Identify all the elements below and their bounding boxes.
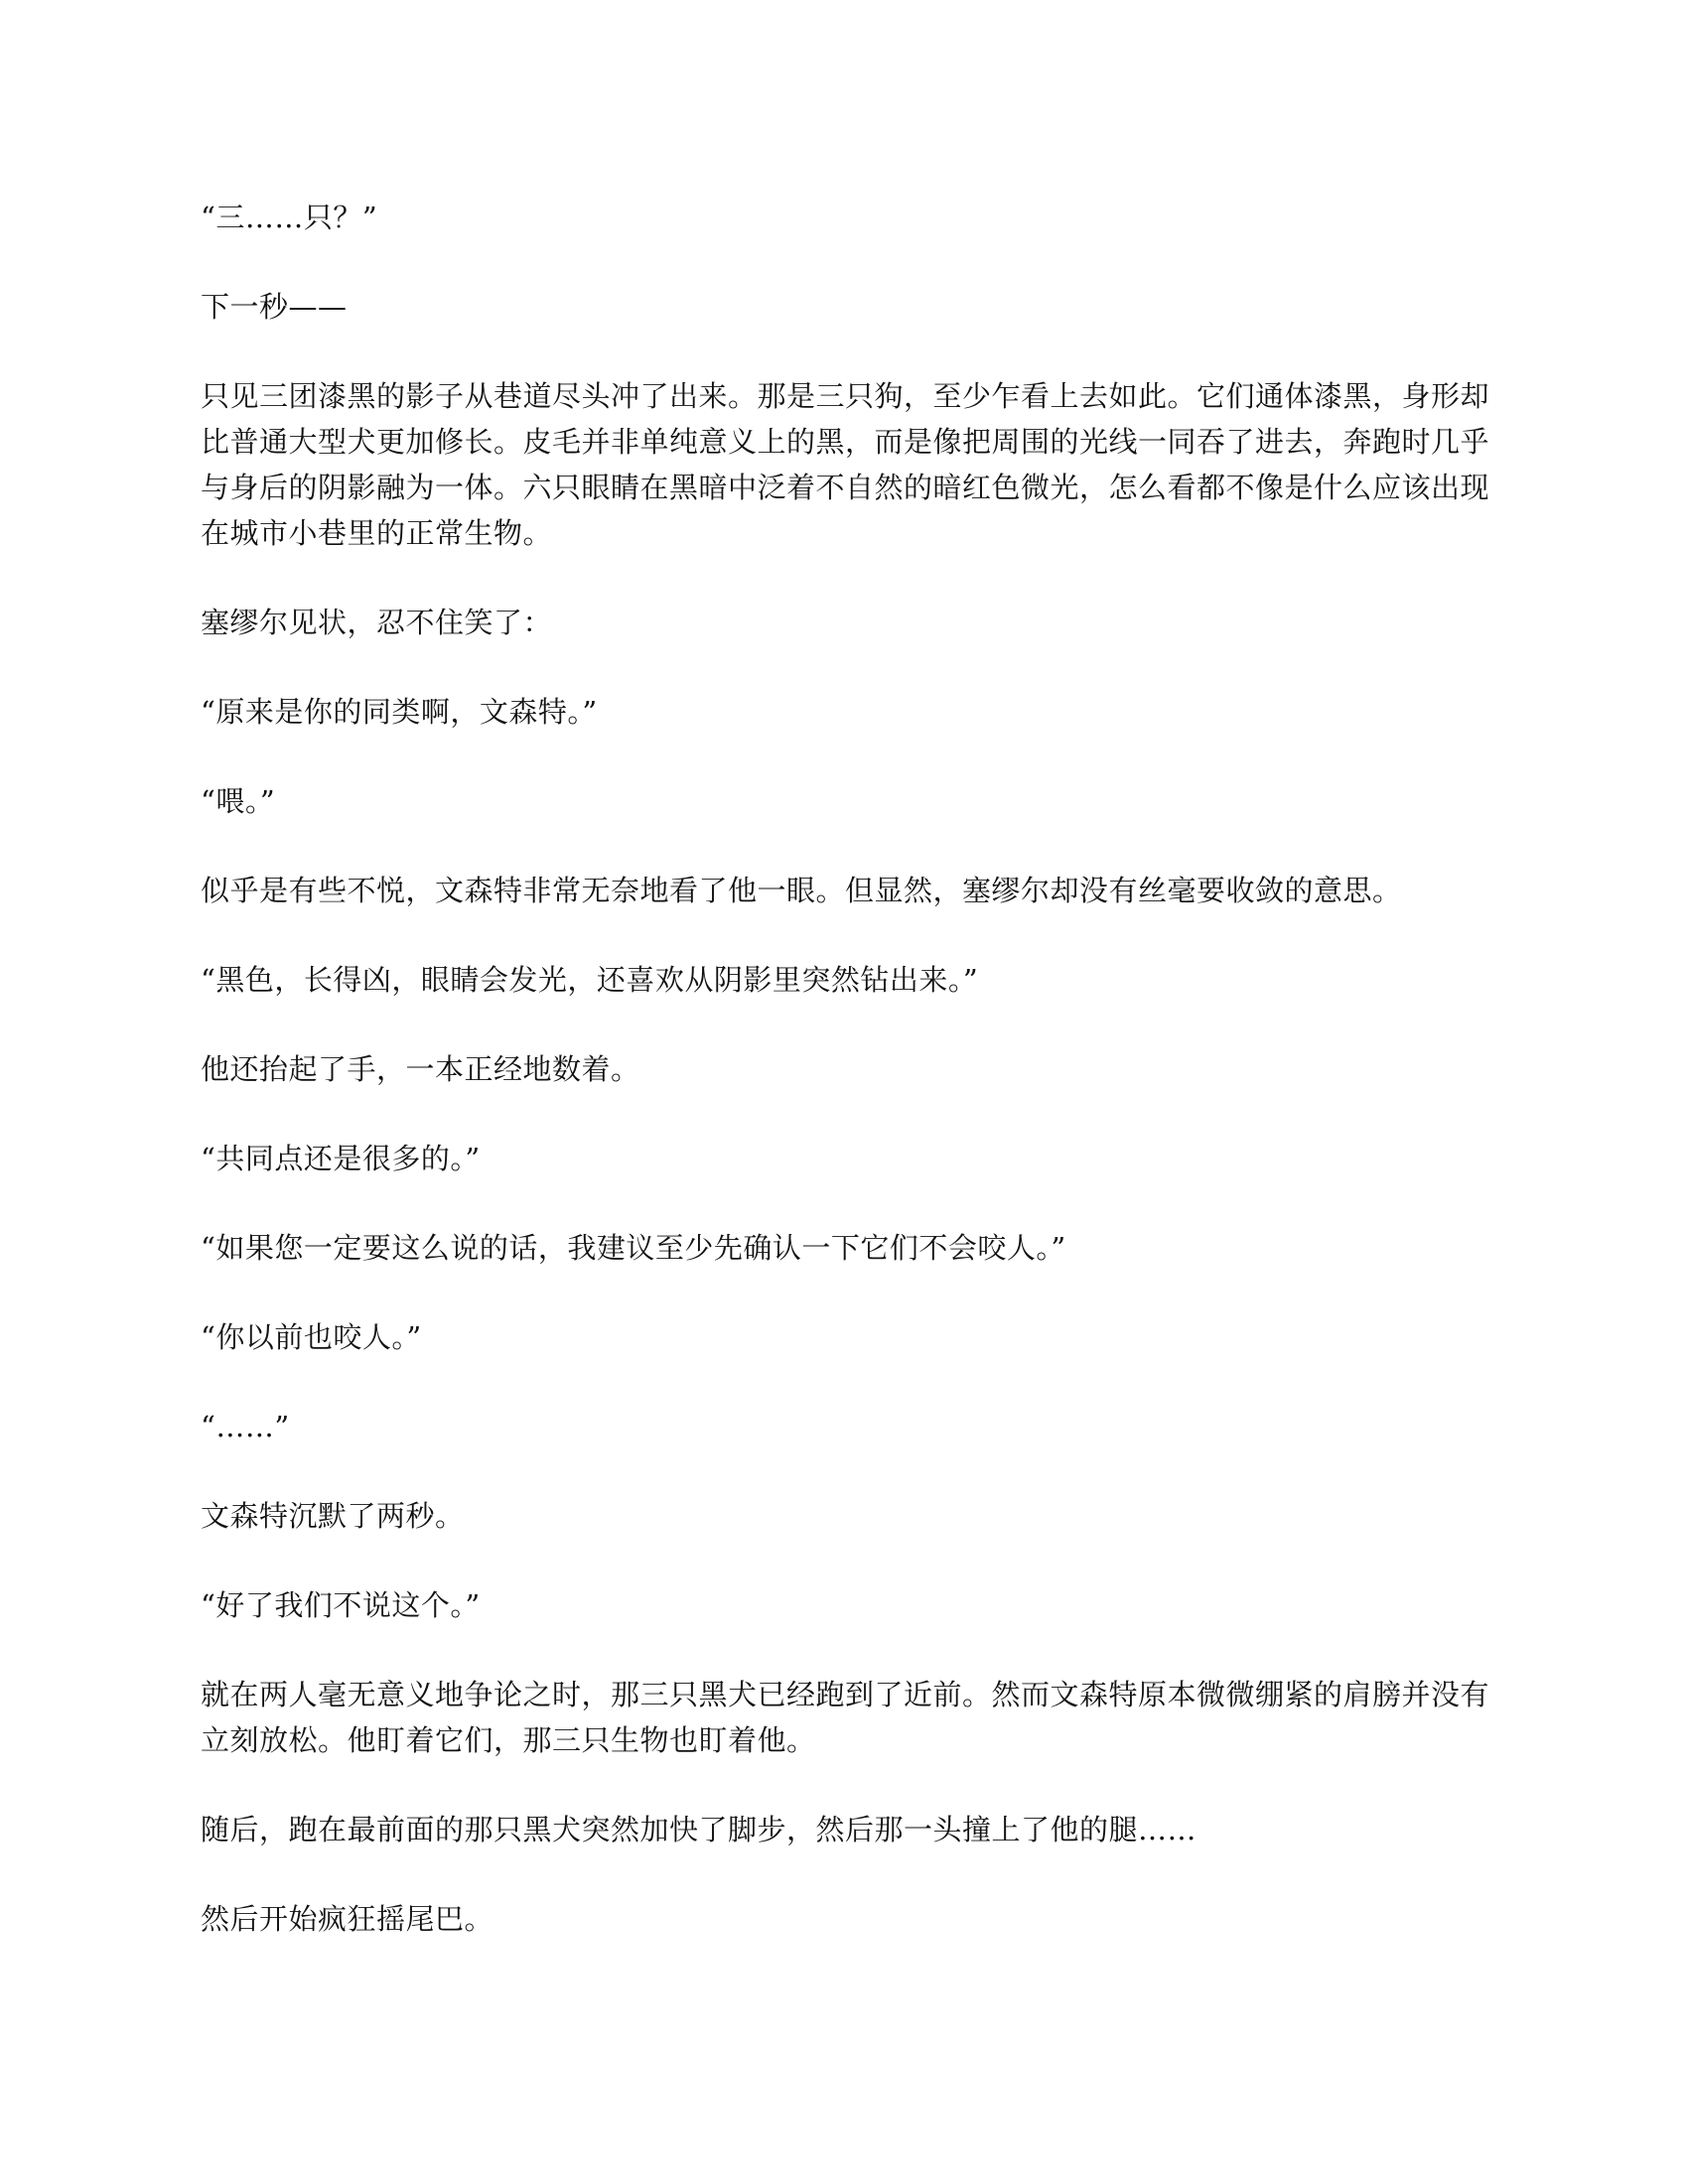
paragraph: “黑色，长得凶，眼睛会发光，还喜欢从阴影里突然钻出来。” (201, 963, 979, 997)
paragraph: “喂。” (201, 784, 276, 818)
paragraph: “……” (201, 1410, 290, 1443)
paragraph: 就在两人毫无意义地争论之时，那三只黑犬已经跑到了近前。然而文森特原本微微绷紧的肩膀并没有立刻放松。他盯着它们，那三只生物也盯着他。 (201, 1678, 1490, 1757)
paragraph: 然后开始疯狂摇尾巴。 (201, 1902, 494, 1936)
document-body (201, 195, 1491, 1942)
paragraph: “你以前也咬人。” (201, 1320, 422, 1354)
paragraph: 他还抬起了手，一本正经地数着。 (201, 1052, 640, 1086)
paragraph: 文森特沉默了两秒。 (201, 1499, 465, 1533)
paragraph: “原来是你的同类啊，文森特。” (201, 695, 598, 729)
paragraph: “共同点还是很多的。” (201, 1142, 481, 1175)
paragraph: “如果您一定要这么说的话，我建议至少先确认一下它们不会咬人。” (201, 1231, 1066, 1265)
paragraph: 塞缪尔见状，忍不住笑了： (201, 606, 553, 639)
paragraph: 下一秒—— (201, 290, 348, 324)
paragraph: “好了我们不说这个。” (201, 1588, 481, 1622)
paragraph: 似乎是有些不悦，文森特非常无奈地看了他一眼。但显然，塞缪尔却没有丝毫要收敛的意思。 (201, 874, 1402, 907)
paragraph: 只见三团漆黑的影子从巷道尽头冲了出来。那是三只狗，至少乍看上去如此。它们通体漆黑，身形却比普通大型犬更加修长。皮毛并非单纯意义上的黑，而是像把周围的光线一同吞了进去，奔跑时几乎与身后的阴影融为一体。六只眼睛在黑暗中泛着不自然的暗红色微光，怎么看都不像是什么应该出现在城市小巷里的正常生物。 (201, 379, 1490, 550)
paragraph: “三……只？” (201, 201, 378, 234)
paragraph: 随后，跑在最前面的那只黑犬突然加快了脚步，然后那一头撞上了他的腿…… (201, 1813, 1197, 1846)
